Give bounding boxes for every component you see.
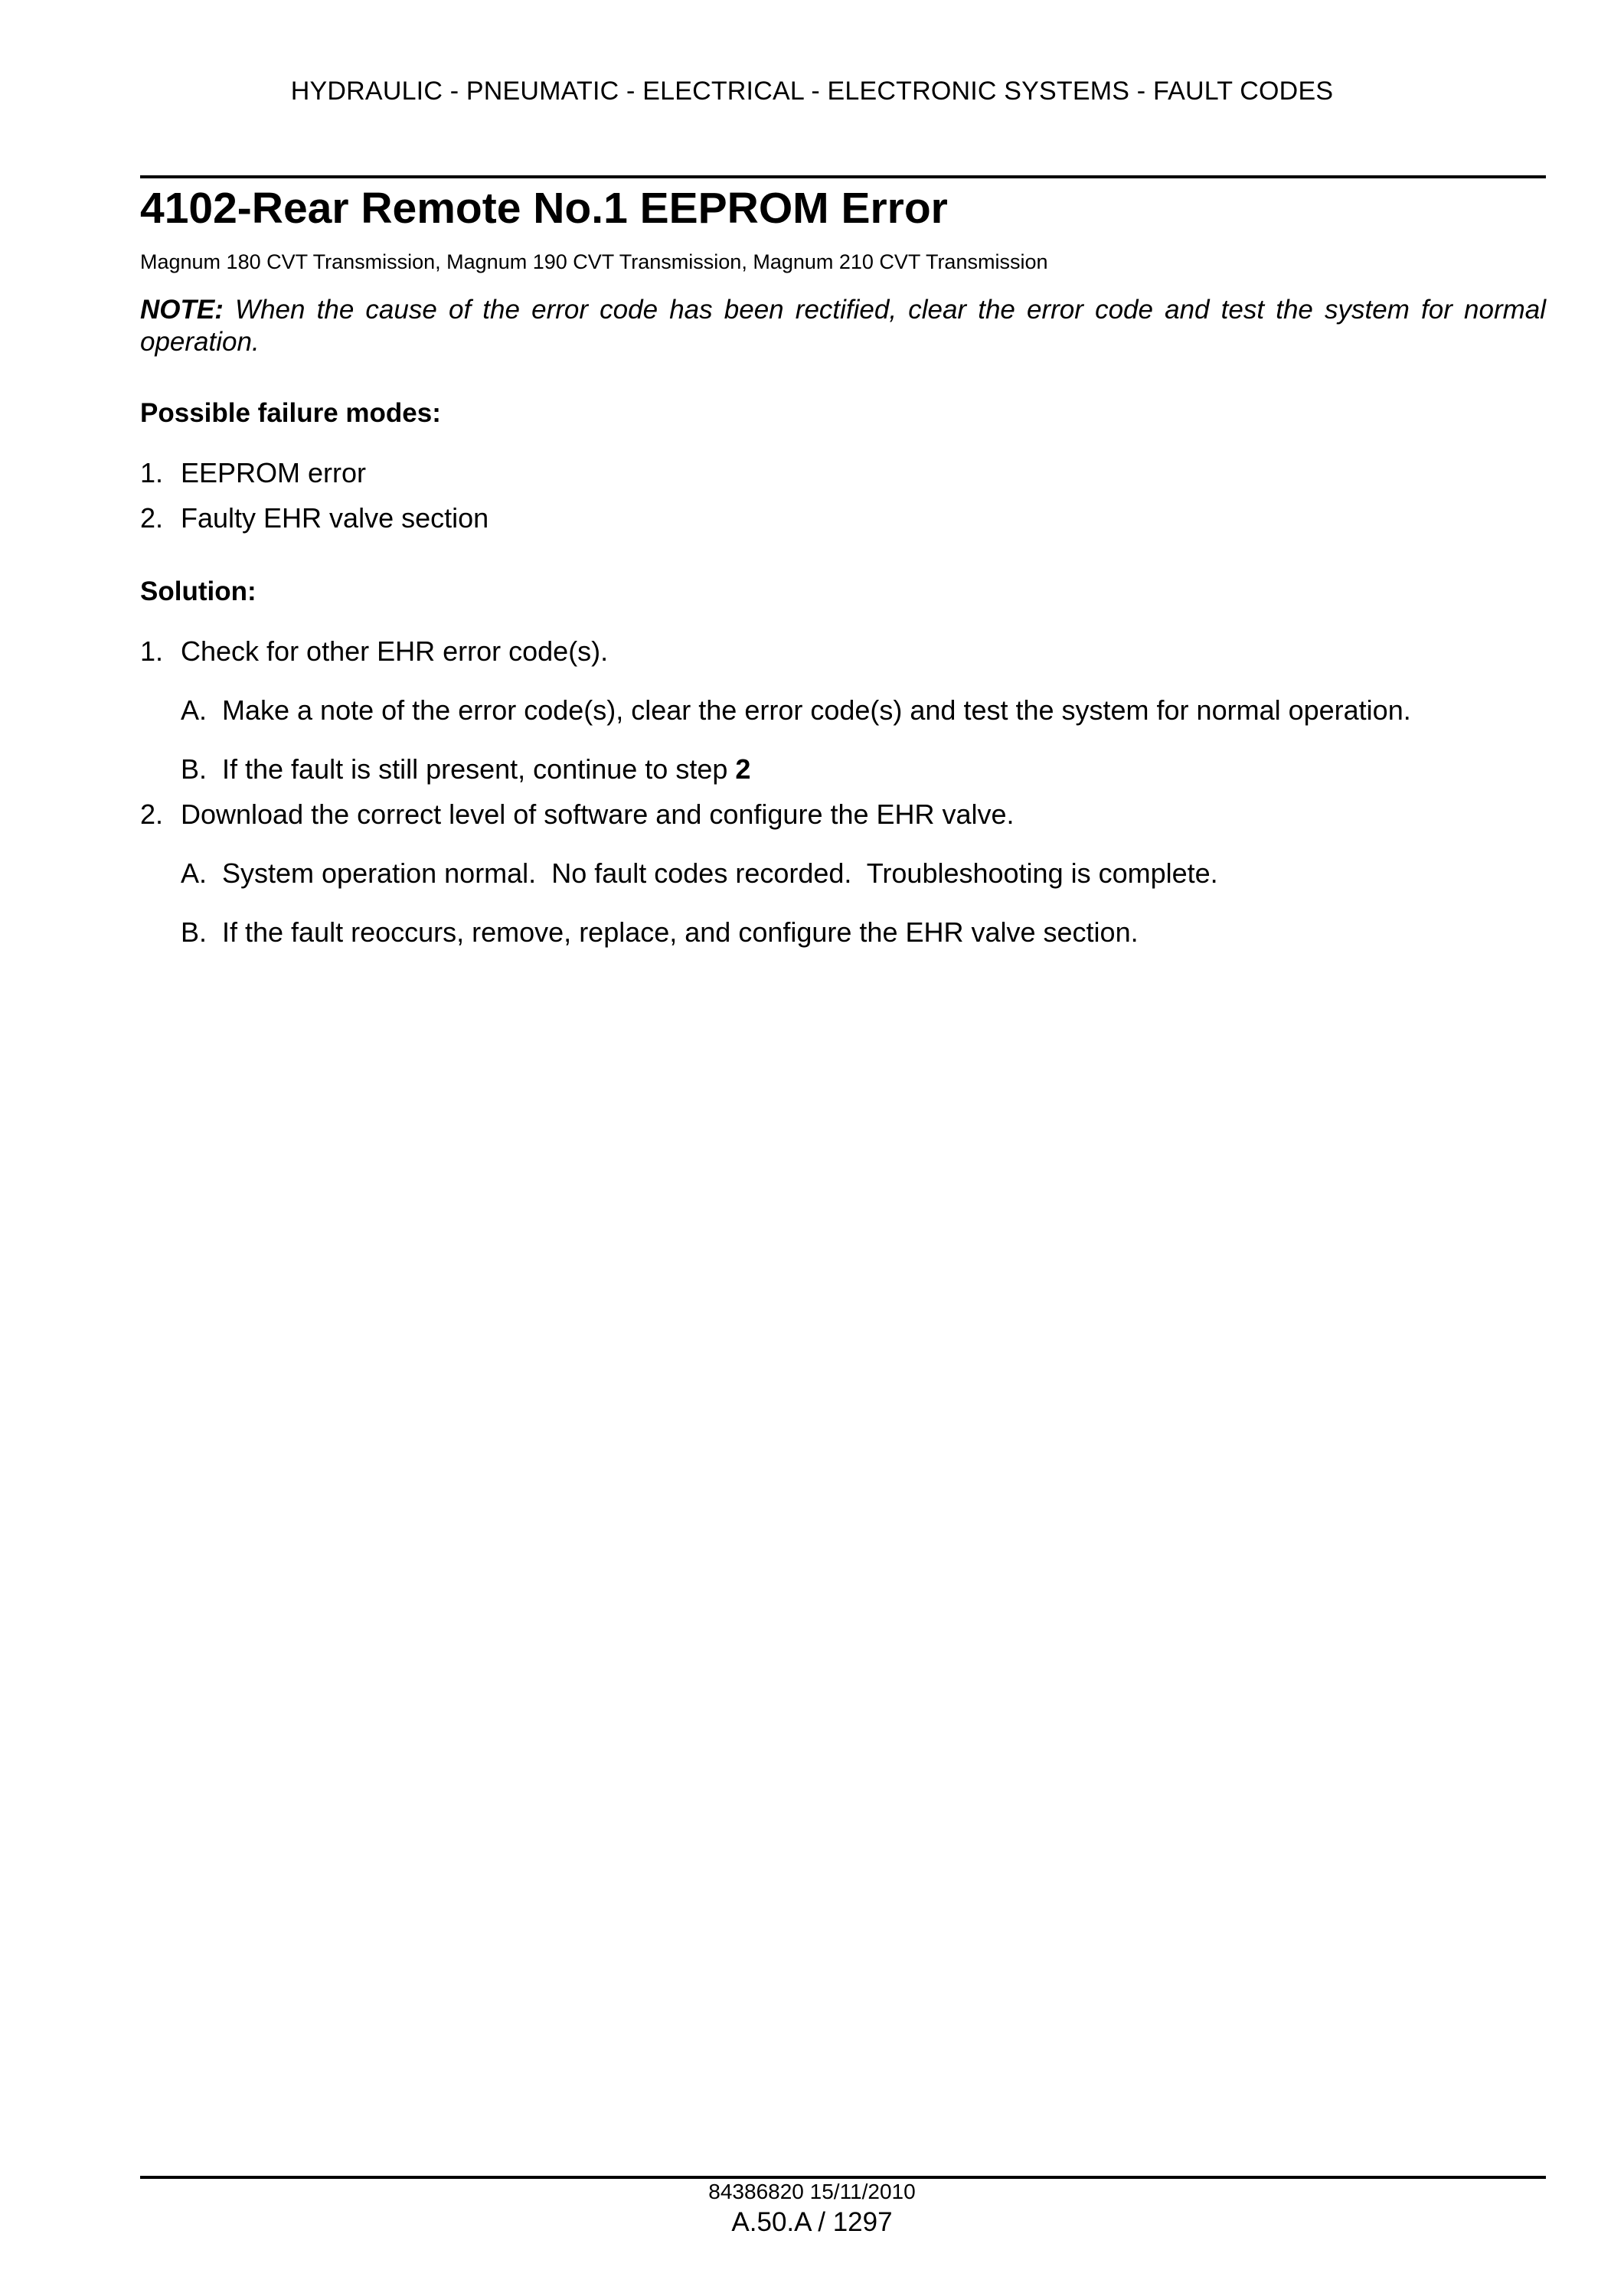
footer-page-reference: A.50.A / 1297 — [731, 2207, 893, 2237]
substep-letter: A. — [181, 857, 207, 889]
failure-mode-item — [140, 502, 489, 534]
failure-modes-heading: Possible failure modes: — [140, 398, 441, 428]
page-title: 4102-Rear Remote No.1 EEPROM Error — [140, 184, 948, 233]
substep-text: If the fault reoccurs, remove, replace, and configure the EHR valve section. — [222, 916, 1139, 948]
step-reference: 2 — [735, 753, 751, 785]
running-header: HYDRAULIC - PNEUMATIC - ELECTRICAL - ELECTRONIC SYSTEMS - FAULT CODES — [290, 77, 1334, 106]
solution-substep — [181, 857, 1218, 890]
footer-divider — [140, 2176, 1546, 2179]
substep-letter: B. — [181, 916, 207, 948]
solution-step — [140, 799, 1015, 831]
solution-step — [140, 635, 608, 668]
substep-text: System operation normal. No fault codes recorded. Troubleshooting is complete. — [222, 857, 1218, 889]
solution-substep — [181, 694, 1411, 727]
list-text: Faulty EHR valve section — [181, 502, 489, 534]
header-divider — [140, 175, 1546, 178]
step-number: 1. — [140, 635, 164, 667]
list-number: 2. — [140, 502, 164, 534]
solution-substep — [181, 916, 1139, 949]
substep-text: If the fault is still present, continue to step — [222, 753, 728, 785]
list-text: EEPROM error — [181, 457, 367, 488]
note-label: NOTE: — [140, 295, 224, 325]
solution-substep — [181, 753, 750, 785]
substep-text: Make a note of the error code(s), clear the error code(s) and test the system for normal operation. — [222, 694, 1411, 726]
note-text: When the cause of the error code has been rectified, clear the error code and test the system for normal operation. — [140, 295, 1546, 357]
applicability-line: Magnum 180 CVT Transmission, Magnum 190 CVT Transmission, Magnum 210 CVT Transmission — [140, 250, 1048, 273]
step-text: Download the correct level of software and configure the EHR valve. — [181, 799, 1015, 830]
step-text: Check for other EHR error code(s). — [181, 635, 609, 667]
substep-letter: B. — [181, 753, 207, 785]
substep-letter: A. — [181, 694, 207, 726]
footer-doc-number: 84386820 15/11/2010 — [708, 2180, 916, 2203]
failure-mode-item — [140, 457, 366, 489]
list-number: 1. — [140, 457, 164, 488]
step-number: 2. — [140, 799, 164, 830]
solution-heading: Solution: — [140, 576, 257, 606]
note-paragraph — [140, 294, 1546, 358]
